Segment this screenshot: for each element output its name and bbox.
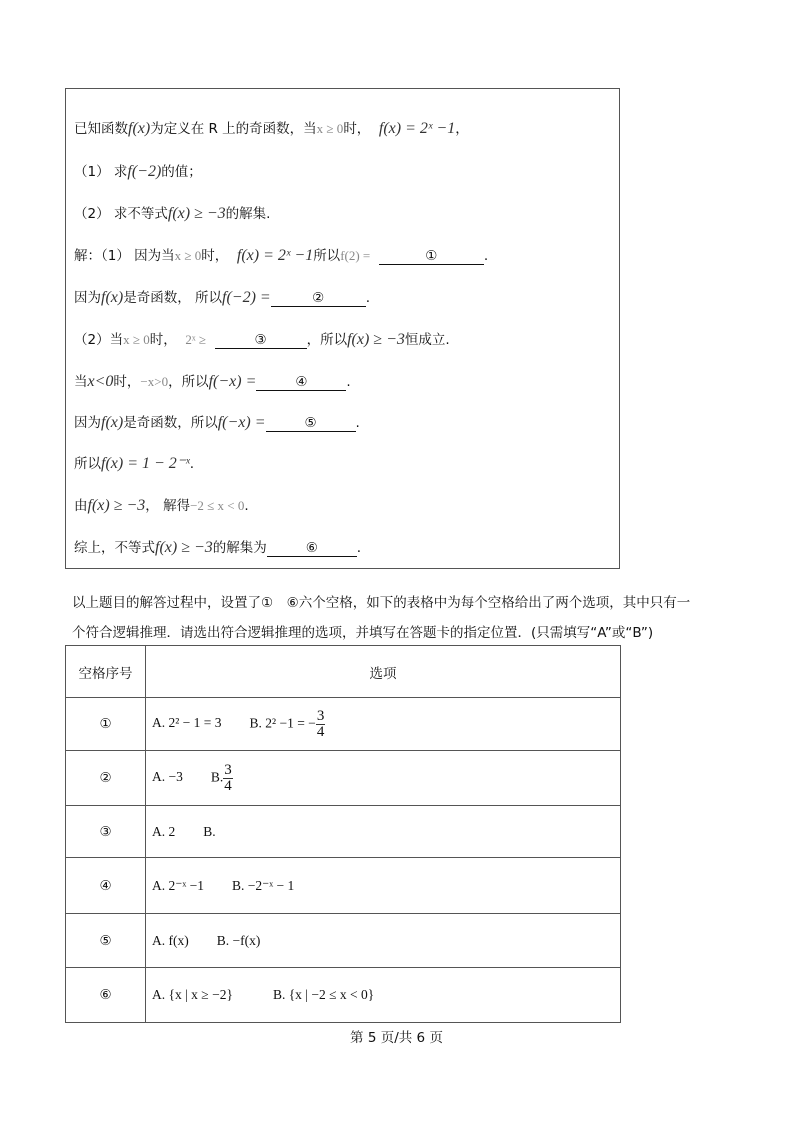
math: x<0 [87,373,114,390]
math: x ≥ 0 [174,248,202,263]
solution-line-2 [74,286,370,307]
text: 的值； [161,164,202,180]
option-b: B. 2² −1 = − [249,715,316,731]
blank-number: ③ [66,806,146,858]
solution-line-1 [74,244,488,265]
math: −2 ≤ x < 0 [190,498,245,513]
math: x ≥ 0 [123,332,150,347]
header-blank-number: 空格序号 [66,646,146,698]
fraction [223,763,233,794]
fraction [316,709,326,740]
solution-line-3 [74,328,450,349]
math: f(x) [101,414,124,431]
text: 所以 [74,456,101,472]
table-header-row [66,646,621,698]
table-row [66,698,621,751]
instructions-line-2: 个符合逻辑推理．请选出符合逻辑推理的选项，并填写在答题卡的指定位置．(只需填写“A”或“B”) [72,625,654,641]
math: f(x) ≥ −3 [87,497,146,514]
option-a: A. 2² − 1 = 3 [152,715,222,731]
page-footer: 第 5 页/共 6 页 [350,1030,443,1046]
blank-4: ④ [256,374,346,391]
table-row [66,806,621,858]
denominator: 4 [316,723,325,740]
question-1 [74,160,202,181]
text: 是奇函数，所以 [123,415,218,431]
math: f(2) = [340,248,371,263]
blank-number: ⑤ [66,914,146,968]
blank-number: ① [66,698,146,751]
math: f(x) ≥ −3 [155,539,213,556]
solution-line-8 [74,536,361,557]
text: 时， [343,121,371,137]
text: 解：（1） 因为当 [74,248,175,264]
numerator: 3 [224,761,232,778]
math: 2ˣ ≥ [185,332,206,347]
text: 的解集. [225,206,271,222]
option-a: A. −3 [152,769,183,785]
header-options: 选项 [146,646,621,698]
table-row [66,968,621,1023]
blank-1: ① [379,248,484,265]
options-cell [146,968,621,1023]
text: ， [455,121,469,137]
text: 已知函数 [74,121,128,137]
table-row [66,858,621,914]
text: ， 解得 [145,498,191,514]
option-b: B. [203,823,216,839]
blank-6: ⑥ [267,540,357,557]
options-cell [146,806,621,858]
text: 当 [74,374,88,390]
math: f(x) = 2ˣ −1 [378,120,456,137]
text: 时， [149,332,177,348]
text: 因为 [74,415,101,431]
option-b: B. {x | −2 ≤ x < 0} [272,987,375,1002]
text: . [483,248,489,264]
blank-5: ⑤ [266,415,356,432]
text: . [356,540,362,556]
option-a: A. {x | x ≥ −2} [152,987,233,1002]
option-b: B. −2⁻ˣ − 1 [232,877,295,893]
problem-statement [74,117,469,138]
solution-line-6 [74,452,194,473]
blank-number: ⑥ [66,968,146,1023]
math: f(x) ≥ −3 [167,205,226,222]
text: （1） 求 [74,164,128,180]
options-cell [146,914,621,968]
problem-box [65,88,620,569]
solution-line-7 [74,494,249,515]
numerator: 3 [316,707,325,724]
options-cell [146,698,621,751]
text: ，所以 [168,374,209,390]
text: 时， [201,248,229,264]
text: 综上，不等式 [74,540,155,556]
text: 的解集为 [212,540,267,556]
option-a: A. 2⁻ˣ −1 [152,877,205,893]
text: 由 [74,498,88,514]
math: x ≥ 0 [316,121,344,136]
text: （2）当 [74,332,124,348]
options-cell [146,751,621,806]
math: f(x) [128,120,151,137]
instructions-line-1: 以上题目的解答过程中，设置了① ⑥六个空格，如下的表格中为每个空格给出了两个选项，其中只有一 [72,595,691,611]
math: f(−2) [127,163,162,180]
blank-number: ② [66,751,146,806]
option-a: A. f(x) [152,932,189,948]
options-table [65,645,621,1023]
text: . [346,374,351,390]
math: −x>0 [140,374,169,389]
text: 因为 [74,290,101,306]
table-row [66,914,621,968]
text: 时， [113,374,141,390]
text: 恒成立. [404,332,450,348]
math: f(x) ≥ −3 [347,331,405,348]
blank-3: ③ [215,332,307,349]
text: （2） 求不等式 [74,206,168,222]
math: f(−x) = [217,414,266,431]
math: f(x) = 2ˣ −1 [236,247,314,264]
text: ，所以 [306,332,348,348]
option-b: B. −f(x) [216,932,261,948]
text: 所以 [313,248,341,264]
math: f(−x) = [208,373,257,390]
solution-line-5 [74,411,360,432]
denominator: 4 [224,777,232,794]
text: . [365,290,370,306]
math: f(x) = 1 − 2⁻ˣ [101,455,190,472]
text: . [244,498,249,514]
option-b: B. [210,769,224,785]
math: f(−2) = [222,289,271,306]
blank-2: ② [271,290,366,307]
question-2 [74,202,270,223]
option-a: A. 2 [152,823,176,839]
text: . [189,456,195,472]
math: f(x) [101,289,124,306]
options-cell [146,858,621,914]
text: 为定义在 R 上的奇函数，当 [150,121,317,137]
blank-number: ④ [66,858,146,914]
text: 是奇函数， 所以 [123,290,222,306]
table-row [66,751,621,806]
text: . [355,415,360,431]
solution-line-4 [74,370,351,391]
